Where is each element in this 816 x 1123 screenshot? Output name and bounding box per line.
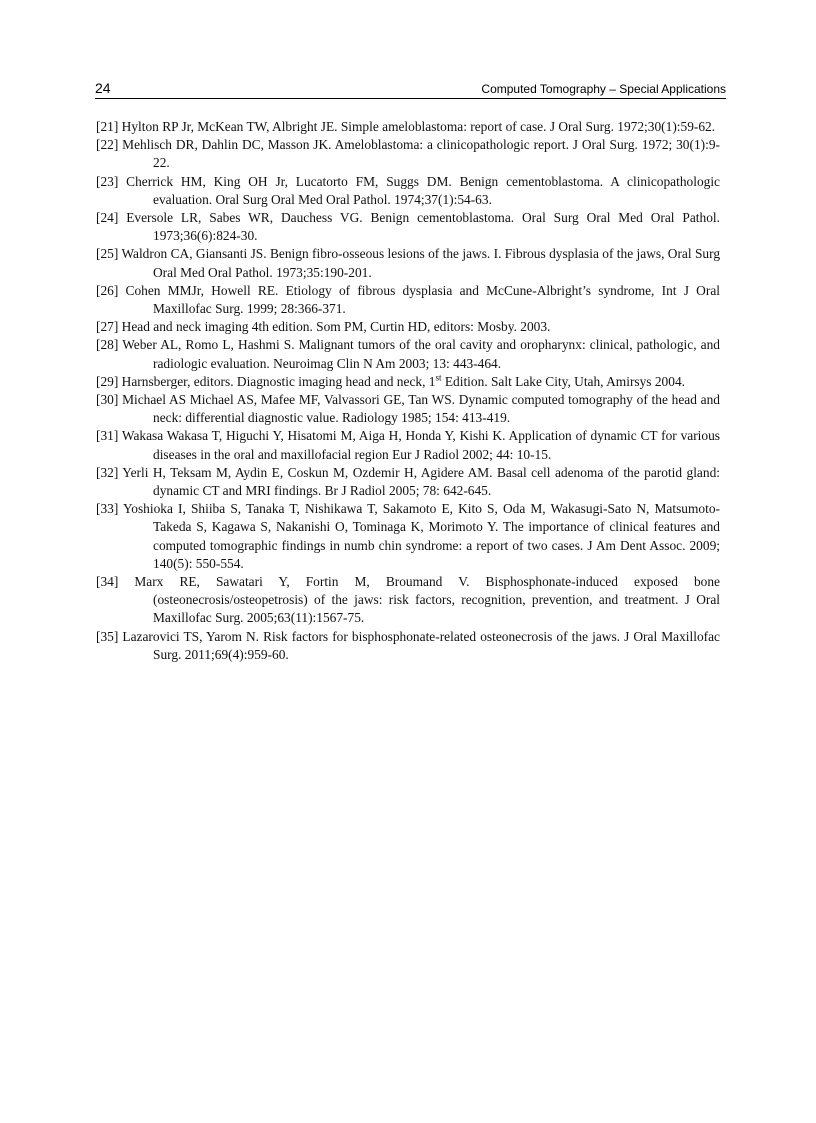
reference-number: [26]	[96, 282, 119, 298]
reference-item	[96, 209, 720, 245]
reference-text: Eversole LR, Sabes WR, Dauchess VG. Benign cementoblastoma. Oral Surg Oral Med Oral Pathol. 1973;36(6):824-30.	[126, 210, 720, 244]
reference-text-before: Harnsberger, editors. Diagnostic imaging head and neck, 1	[121, 373, 436, 389]
reference-item	[96, 373, 720, 391]
reference-text: Mehlisch DR, Dahlin DC, Masson JK. Ameloblastoma: a clinicopathologic report. J Oral Surg. 1972; 30(1):9-22.	[122, 137, 720, 171]
reference-number: [22]	[96, 137, 119, 153]
reference-text: Marx RE, Sawatari Y, Fortin M, Broumand V. Bisphosphonate-induced exposed bone (osteonecrosis/osteopetrosis) of the jaws: risk factors, recognition, prevention, and treatment. J Oral Maxillofac Surg. 2005;63(11):1567-75.	[134, 574, 720, 626]
reference-item	[96, 118, 720, 136]
reference-number: [35]	[96, 628, 119, 644]
reference-item	[96, 282, 720, 318]
reference-item	[96, 628, 720, 664]
reference-item	[96, 136, 720, 172]
reference-text: Waldron CA, Giansanti JS. Benign fibro-osseous lesions of the jaws. I. Fibrous dysplasia of the jaws, Oral Surg Oral Med Oral Pathol. 1973;35:190-201.	[121, 246, 721, 280]
reference-number: [30]	[96, 392, 119, 408]
reference-text: Cherrick HM, King OH Jr, Lucatorto FM, Suggs DM. Benign cementoblastoma. A clinicopathologic evaluation. Oral Surg Oral Med Oral Pathol. 1974;37(1):54-63.	[126, 173, 720, 207]
reference-item	[96, 173, 720, 209]
reference-number: [25]	[96, 246, 119, 262]
reference-item	[96, 336, 720, 372]
reference-text-after: Edition. Salt Lake City, Utah, Amirsys 2004.	[441, 373, 685, 389]
reference-text: Weber AL, Romo L, Hashmi S. Malignant tumors of the oral cavity and oropharynx: clinical, pathologic, and radiologic evaluation. Neuroimag Clin N Am 2003; 13: 443-464.	[122, 337, 721, 371]
reference-item	[96, 391, 720, 427]
reference-text: Cohen MMJr, Howell RE. Etiology of fibrous dysplasia and McCune-Albright’s syndrome, Int J Oral Maxillofac Surg. 1999; 28:366-371.	[125, 282, 720, 317]
reference-text: Yerli H, Teksam M, Aydin E, Coskun M, Ozdemir H, Agidere AM. Basal cell adenoma of the parotid gland: dynamic CT and MRI findings. Br J Radiol 2005; 78: 642-645.	[122, 464, 720, 499]
reference-number: [34]	[96, 574, 119, 590]
reference-item	[96, 427, 720, 463]
page-header	[95, 80, 726, 99]
reference-text: Hylton RP Jr, McKean TW, Albright JE. Simple ameloblastoma: report of case. J Oral Surg. 1972;30(1):59-62.	[121, 119, 716, 134]
reference-text: Yoshioka I, Shiiba S, Tanaka T, Nishikawa T, Sakamoto E, Kito S, Oda M, Wakasugi-Sato N, Matsumoto-Takeda S, Kagawa S, Nakanishi O, Tominaga K, Morimoto Y. The importance of clinical features and computed tomographic findings in numb chin syndrome: a report of two cases. J Am Dent Assoc. 2009; 140(5): 550-554.	[122, 501, 720, 571]
reference-text: Head and neck imaging 4th edition. Som PM, Curtin HD, editors: Mosby. 2003.	[121, 319, 551, 335]
page-number: 24	[95, 80, 111, 96]
reference-number: [33]	[96, 501, 119, 517]
reference-text: Michael AS Michael AS, Mafee MF, Valvassori GE, Tan WS. Dynamic computed tomography of the head and neck: differential diagnostic value. Radiology 1985; 154: 413-419.	[122, 392, 720, 426]
reference-number: [32]	[96, 464, 119, 480]
ordinal-superscript: st	[435, 372, 442, 383]
reference-number: [21]	[96, 119, 119, 134]
running-title: Computed Tomography – Special Applications	[481, 82, 726, 96]
reference-number: [31]	[96, 428, 119, 444]
reference-item	[96, 245, 720, 281]
reference-text: Lazarovici TS, Yarom N. Risk factors for bisphosphonate-related osteonecrosis of the jaws. J Oral Maxillofac Surg. 2011;69(4):959-60.	[122, 628, 720, 662]
reference-item	[96, 318, 720, 336]
reference-number: [27]	[96, 319, 119, 335]
reference-list	[96, 118, 720, 664]
reference-item	[96, 464, 720, 500]
reference-item	[96, 573, 720, 628]
reference-item	[96, 500, 720, 573]
reference-number: [23]	[96, 173, 119, 189]
reference-number: [24]	[96, 210, 119, 226]
reference-number: [28]	[96, 337, 119, 353]
reference-number: [29]	[96, 373, 119, 389]
reference-text: Wakasa Wakasa T, Higuchi Y, Hisatomi M, Aiga H, Honda Y, Kishi K. Application of dynamic CT for various diseases in the oral and maxillofacial region Eur J Radiol 2002; 44: 10-15.	[121, 428, 720, 462]
